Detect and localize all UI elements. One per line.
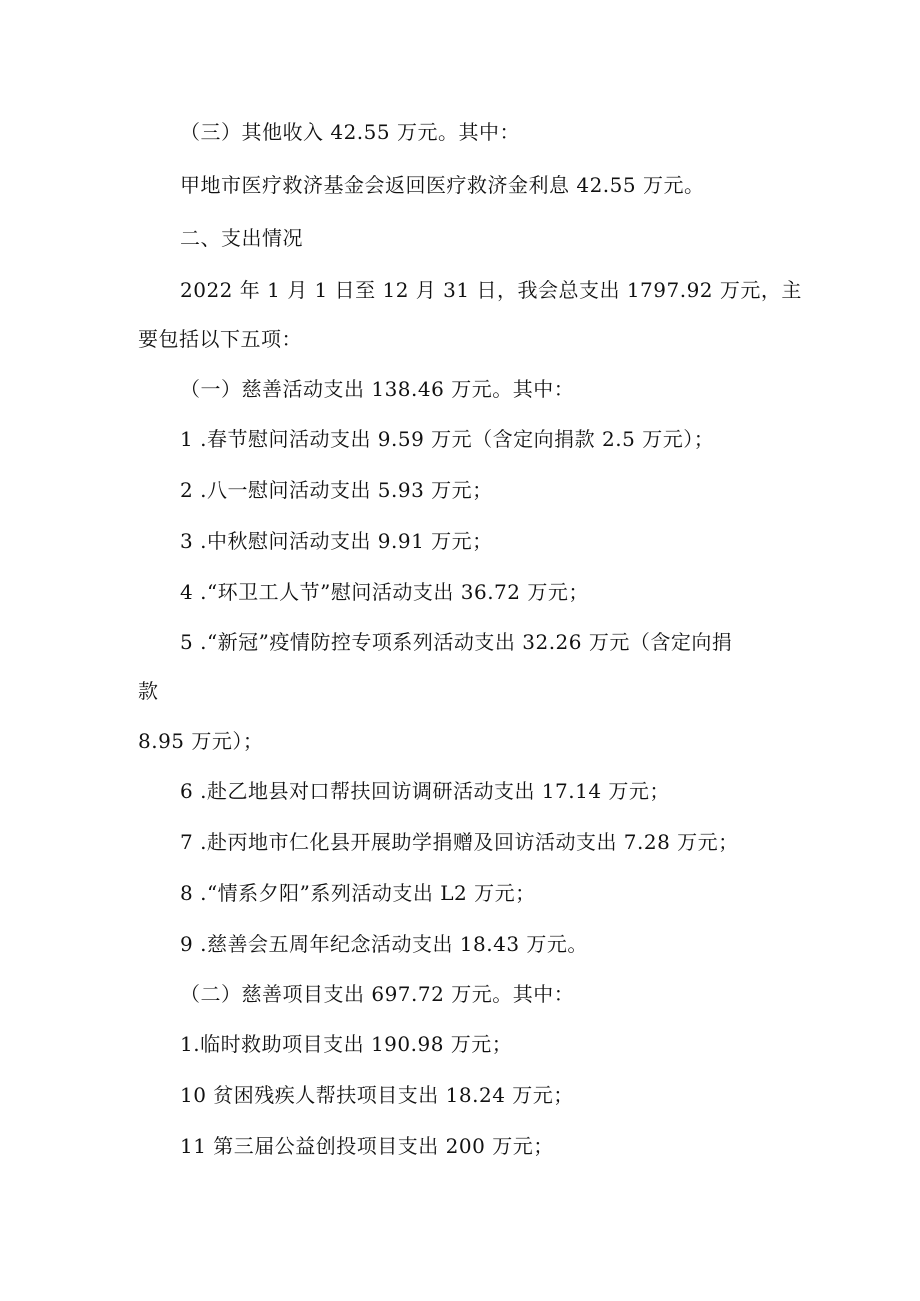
section-heading: 二、支出情况	[180, 226, 303, 250]
paragraph-line: 2022 年 1 月 1 日至 12 月 31 日，我会总支出 1797.92 万元，主	[180, 278, 802, 302]
list-item: 9 .慈善会五周年纪念活动支出 18.43 万元。	[180, 932, 588, 956]
list-item-continuation: 款	[138, 679, 159, 703]
list-item: 3 .中秋慰问活动支出 9.91 万元；	[180, 529, 493, 553]
list-item: 1.临时救助项目支出 190.98 万元；	[180, 1032, 513, 1056]
list-item: 11 第三届公益创投项目支出 200 万元；	[180, 1134, 554, 1158]
list-item: 6 .赴乙地县对口帮扶回访调研活动支出 17.14 万元；	[180, 779, 670, 803]
list-item: 7 .赴丙地市仁化县开展助学捐赠及回访活动支出 7.28 万元；	[180, 830, 739, 854]
list-item: 1 .春节慰问活动支出 9.59 万元（含定向捐款 2.5 万元）；	[180, 427, 715, 451]
paragraph-line: （三）其他收入 42.55 万元。其中：	[180, 120, 520, 144]
subsection-heading: （一）慈善活动支出 138.46 万元。其中：	[180, 377, 575, 401]
list-item: 5 .“新冠”疫情防控专项系列活动支出 32.26 万元（含定向捐	[180, 630, 733, 654]
paragraph-line: 甲地市医疗救济基金会返回医疗救济金利息 42.55 万元。	[180, 173, 705, 197]
list-item-continuation: 8.95 万元）；	[138, 729, 264, 753]
list-item: 10 贫困残疾人帮扶项目支出 18.24 万元；	[180, 1083, 574, 1107]
list-item: 8 .“情系夕阳”系列活动支出 L2 万元；	[180, 881, 536, 905]
list-item: 2 .八一慰问活动支出 5.93 万元；	[180, 478, 493, 502]
list-item: 4 .“环卫工人节”慰问活动支出 36.72 万元；	[180, 580, 589, 604]
subsection-heading: （二）慈善项目支出 697.72 万元。其中：	[180, 982, 575, 1006]
paragraph-line: 要包括以下五项：	[138, 327, 302, 351]
